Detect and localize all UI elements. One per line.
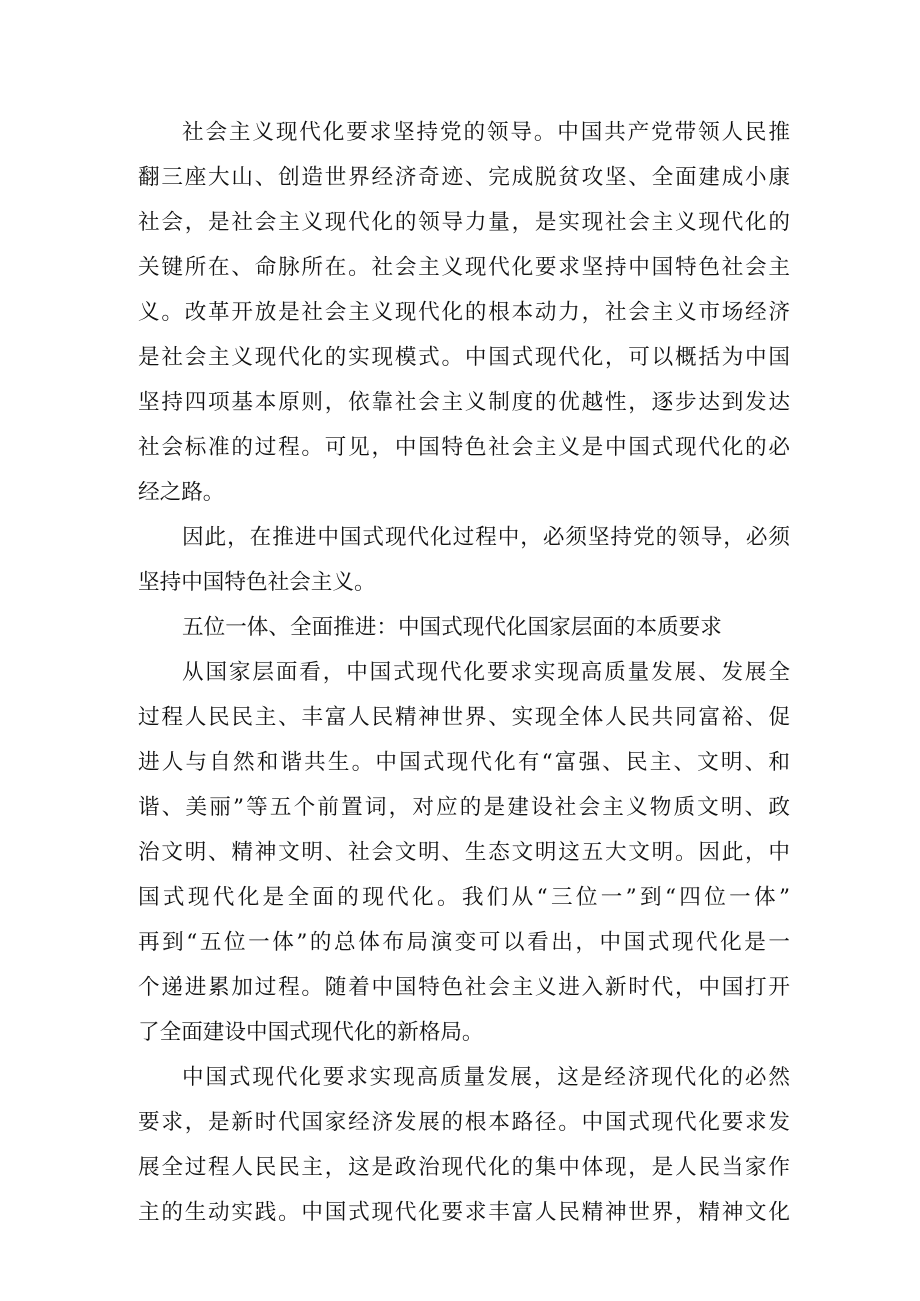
paragraph-3-line-7: 再到“五位一体”的总体布局演变可以看出，中国式现代化是一 (138, 930, 790, 955)
paragraph-3-line-4: 谐、美丽”等五个前置词，对应的是建设社会主义物质文明、政 (138, 795, 790, 820)
paragraph-3-line-2: 过程人民民主、丰富人民精神世界、实现全体人民共同富裕、促 (138, 705, 790, 730)
paragraph-2-line-1: 因此，在推进中国式现代化过程中，必须坚持党的领导，必须 (182, 525, 790, 550)
paragraph-4-line-1: 中国式现代化要求实现高质量发展，这是经济现代化的必然 (182, 1065, 790, 1090)
paragraph-4-line-2: 要求，是新时代国家经济发展的根本路径。中国式现代化要求发 (138, 1110, 790, 1135)
paragraph-1-line-5: 义。改革开放是社会主义现代化的根本动力，社会主义市场经济 (138, 300, 790, 325)
paragraph-1-line-1: 社会主义现代化要求坚持党的领导。中国共产党带领人民推 (182, 120, 790, 145)
paragraph-3-line-9: 了全面建设中国式现代化的新格局。 (138, 1020, 484, 1045)
paragraph-2-line-2: 坚持中国特色社会主义。 (138, 570, 376, 595)
paragraph-1-line-7: 坚持四项基本原则，依靠社会主义制度的优越性，逐步达到发达 (138, 390, 790, 415)
paragraph-1-line-6: 是社会主义现代化的实现模式。中国式现代化，可以概括为中国 (138, 345, 790, 370)
section-heading: 五位一体、全面推进：中国式现代化国家层面的本质要求 (182, 615, 722, 640)
paragraph-1-line-4: 关键所在、命脉所在。社会主义现代化要求坚持中国特色社会主 (138, 255, 790, 280)
paragraph-3-line-3: 进人与自然和谐共生。中国式现代化有“富强、民主、文明、和 (138, 750, 790, 775)
paragraph-3-line-5: 治文明、精神文明、社会文明、生态文明这五大文明。因此，中 (138, 840, 790, 865)
paragraph-1-line-9: 经之路。 (138, 480, 225, 505)
paragraph-4-line-3: 展全过程人民民主，这是政治现代化的集中体现，是人民当家作 (138, 1155, 790, 1180)
paragraph-1-line-2: 翻三座大山、创造世界经济奇迹、完成脱贫攻坚、全面建成小康 (138, 165, 790, 190)
paragraph-3-line-1: 从国家层面看，中国式现代化要求实现高质量发展、发展全 (182, 660, 790, 685)
paragraph-4-line-4: 主的生动实践。中国式现代化要求丰富人民精神世界，精神文化 (138, 1200, 790, 1225)
paragraph-3-line-8: 个递进累加过程。随着中国特色社会主义进入新时代，中国打开 (138, 975, 790, 1000)
paragraph-1-line-3: 社会，是社会主义现代化的领导力量，是实现社会主义现代化的 (138, 210, 790, 235)
paragraph-1-line-8: 社会标准的过程。可见，中国特色社会主义是中国式现代化的必 (138, 435, 790, 460)
paragraph-3-line-6: 国式现代化是全面的现代化。我们从“三位一”到“四位一体” (138, 885, 790, 910)
